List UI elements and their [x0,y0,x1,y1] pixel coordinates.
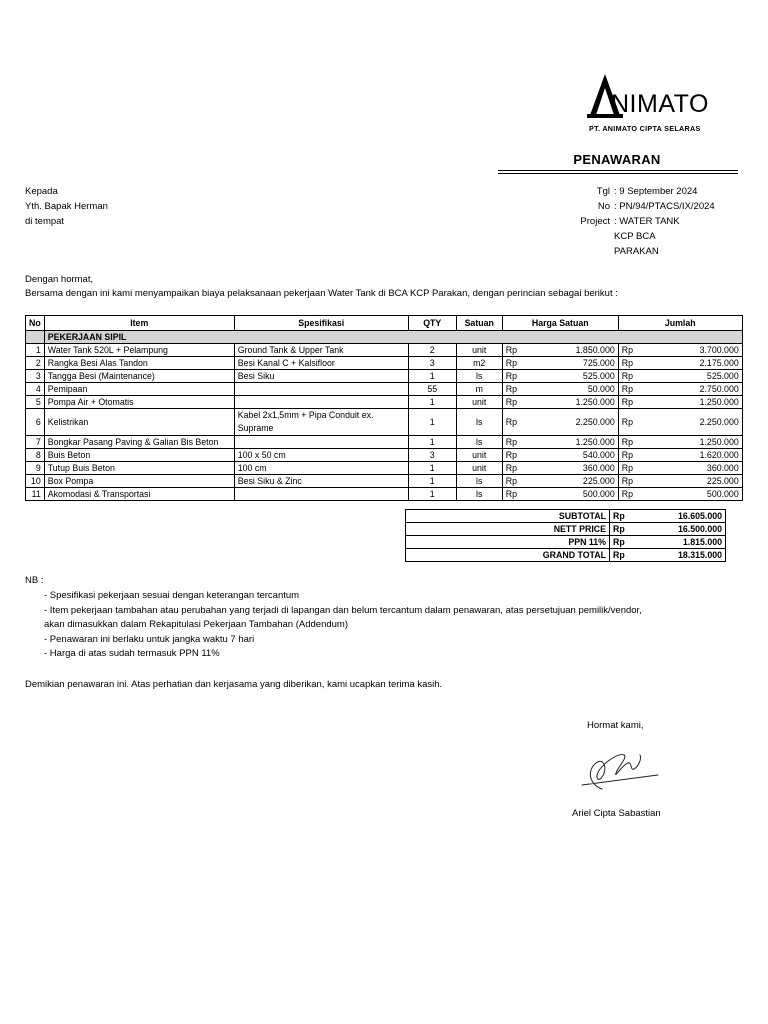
row-no: 4 [26,383,45,396]
row-total: 1.250.000 [699,437,739,447]
row-spec: 100 x 50 cm [234,449,408,462]
row-qty: 1 [408,475,456,488]
row-no: 1 [26,344,45,357]
row-item: Rangka Besi Alas Tandon [44,357,234,370]
row-total: 525.000 [706,371,739,381]
row-price: 500.000 [582,489,615,499]
section-row [26,331,743,344]
row-item: Buis Beton [44,449,234,462]
row-qty: 3 [408,357,456,370]
currency: Rp [613,537,625,547]
note-item: - Harga di atas sudah termasuk PPN 11% [44,648,220,659]
row-spec [234,383,408,396]
row-item: Box Pompa [44,475,234,488]
header-total: Jumlah [618,316,742,331]
currency: Rp [621,450,633,460]
table-row [26,344,743,357]
currency: Rp [621,371,633,381]
row-price: 2.250.000 [575,417,615,427]
row-unit: m2 [456,357,502,370]
row-qty: 2 [408,344,456,357]
header-qty: QTY [408,316,456,331]
row-qty: 1 [408,409,456,436]
row-unit: m [456,383,502,396]
row-item: Kelistrikan [44,409,234,436]
row-item: Pompa Air + Otomatis [44,396,234,409]
currency: Rp [621,397,633,407]
row-no: 6 [26,409,45,436]
table-row [26,409,743,436]
recipient-line-1: Kepada [25,186,58,197]
table-row [26,383,743,396]
currency: Rp [621,476,633,486]
number-value: : PN/94/PTACS/IX/2024 [614,201,715,212]
row-spec [234,436,408,449]
row-qty: 1 [408,436,456,449]
row-price: 1.250.000 [575,437,615,447]
currency: Rp [505,476,517,486]
currency: Rp [505,417,517,427]
row-qty: 1 [408,370,456,383]
date-value: : 9 September 2024 [614,186,698,197]
grand-total-value: 18.315.000 [677,550,722,560]
company-logo [585,70,715,136]
table-row [26,462,743,475]
row-unit: unit [456,344,502,357]
row-price: 525.000 [582,371,615,381]
row-total: 1.250.000 [699,397,739,407]
row-spec: Ground Tank & Upper Tank [234,344,408,357]
header-price: Harga Satuan [502,316,618,331]
row-price: 360.000 [582,463,615,473]
currency: Rp [613,550,625,560]
subtotal-label: SUBTOTAL [406,510,610,523]
signer-name: Ariel Cipta Sabastian [572,808,661,819]
section-label: PEKERJAAN SIPIL [44,331,742,344]
row-total: 1.620.000 [699,450,739,460]
table-header-row [26,316,743,331]
row-spec [234,488,408,501]
row-item: Water Tank 520L + Pelampung [44,344,234,357]
row-total: 2.750.000 [699,384,739,394]
currency: Rp [621,489,633,499]
subtotal-row [406,510,726,523]
row-item: Pemipaan [44,383,234,396]
row-unit: ls [456,488,502,501]
row-qty: 1 [408,488,456,501]
row-unit: unit [456,462,502,475]
number-label: No [597,201,610,212]
greeting: Dengan hormat, [25,274,94,285]
currency: Rp [621,463,633,473]
row-qty: 1 [408,462,456,475]
row-no: 9 [26,462,45,475]
row-qty: 1 [408,396,456,409]
signature-icon [572,745,662,795]
project-value-2: KCP BCA [614,231,656,242]
project-value-1: : WATER TANK [614,216,680,227]
currency: Rp [505,358,517,368]
currency: Rp [505,489,517,499]
row-unit: ls [456,475,502,488]
row-qty: 3 [408,449,456,462]
logo-wordmark: NIMATO [611,90,709,118]
row-unit: ls [456,370,502,383]
table-row [26,475,743,488]
row-no: 10 [26,475,45,488]
intro-text: Bersama dengan ini kami menyampaikan biaya pelaksanaan pekerjaan Water Tank di BCA KCP Parakan, dengan perincian sebagai berikut : [25,288,618,299]
grand-total-row [406,549,726,562]
row-spec: Kabel 2x1,5mm + Pipa Conduit ex. Suprame [234,409,408,436]
currency: Rp [505,437,517,447]
currency: Rp [613,511,625,521]
row-spec [234,396,408,409]
table-row [26,449,743,462]
row-qty: 55 [408,383,456,396]
nett-row [406,523,726,536]
header-spec: Spesifikasi [234,316,408,331]
row-no: 2 [26,357,45,370]
notes-label: NB : [25,575,44,586]
row-unit: ls [456,436,502,449]
currency: Rp [621,384,633,394]
nett-value: 16.500.000 [677,524,722,534]
note-item: - Item pekerjaan tambahan atau perubahan yang terjadi di lapangan dan belum tercantum dalam penawaran, atas persetujuan pemilik/vendor, [44,604,642,616]
row-total: 2.175.000 [699,358,739,368]
regards: Hormat kami, [587,720,644,731]
project-label: Project [580,216,610,227]
row-price: 225.000 [582,476,615,486]
currency: Rp [505,345,517,355]
title-underline [498,170,738,171]
row-unit: ls [456,409,502,436]
note-item: akan dimasukkan dalam Rekapitulasi Pekerjaan Tambahan (Addendum) [44,619,348,630]
table-row [26,370,743,383]
row-no: 5 [26,396,45,409]
table-row [26,436,743,449]
row-item: Tangga Besi (Maintenance) [44,370,234,383]
row-total: 2.250.000 [699,417,739,427]
currency: Rp [621,358,633,368]
header-no: No [26,316,45,331]
row-item: Bongkar Pasang Paving & Galian Bis Beton [44,436,234,449]
currency: Rp [621,345,633,355]
row-price: 1.850.000 [575,345,615,355]
quotation-table [25,315,743,501]
ppn-label: PPN 11% [406,536,610,549]
nett-label: NETT PRICE [406,523,610,536]
company-name: PT. ANIMATO CIPTA SELARAS [589,124,701,133]
row-price: 540.000 [582,450,615,460]
header-item: Item [44,316,234,331]
ppn-value: 1.815.000 [682,537,722,547]
header-unit: Satuan [456,316,502,331]
row-no: 7 [26,436,45,449]
document-title: PENAWARAN [573,152,661,167]
row-no: 3 [26,370,45,383]
date-label: Tgl [596,186,610,197]
row-item: Tutup Buis Beton [44,462,234,475]
row-price: 1.250.000 [575,397,615,407]
row-total: 360.000 [706,463,739,473]
row-spec: Besi Kanal C + Kalsifloor [234,357,408,370]
recipient-line-3: di tempat [25,216,65,227]
currency: Rp [621,437,633,447]
currency: Rp [505,371,517,381]
currency: Rp [505,397,517,407]
row-unit: unit [456,449,502,462]
row-total: 225.000 [706,476,739,486]
currency: Rp [505,384,517,394]
row-spec: Besi Siku & Zinc [234,475,408,488]
row-price: 50.000 [587,384,615,394]
table-row [26,488,743,501]
currency: Rp [621,417,633,427]
row-spec: 100 cm [234,462,408,475]
currency: Rp [613,524,625,534]
row-no: 11 [26,488,45,501]
recipient-line-2: Yth. Bapak Herman [25,201,108,212]
note-item: - Penawaran ini berlaku untuk jangka waktu 7 hari [44,633,255,645]
grand-total-label: GRAND TOTAL [406,549,610,562]
table-row [26,396,743,409]
note-item: - Spesifikasi pekerjaan sesuai dengan keterangan tercantum [44,590,300,601]
row-no: 8 [26,449,45,462]
row-item: Akomodasi & Transportasi [44,488,234,501]
subtotal-value: 16.605.000 [677,511,722,521]
row-unit: unit [456,396,502,409]
row-total: 3.700.000 [699,345,739,355]
project-value-3: PARAKAN [614,246,659,257]
row-total: 500.000 [706,489,739,499]
totals-table [405,509,726,562]
row-spec: Besi Siku [234,370,408,383]
table-row [26,357,743,370]
row-price: 725.000 [582,358,615,368]
title-underline-thin [498,173,738,174]
notes-list [40,589,642,662]
currency: Rp [505,450,517,460]
ppn-row [406,536,726,549]
closing-text: Demikian penawaran ini. Atas perhatian dan kerjasama yang diberikan, kami ucapkan terima kasih. [25,679,443,690]
currency: Rp [505,463,517,473]
